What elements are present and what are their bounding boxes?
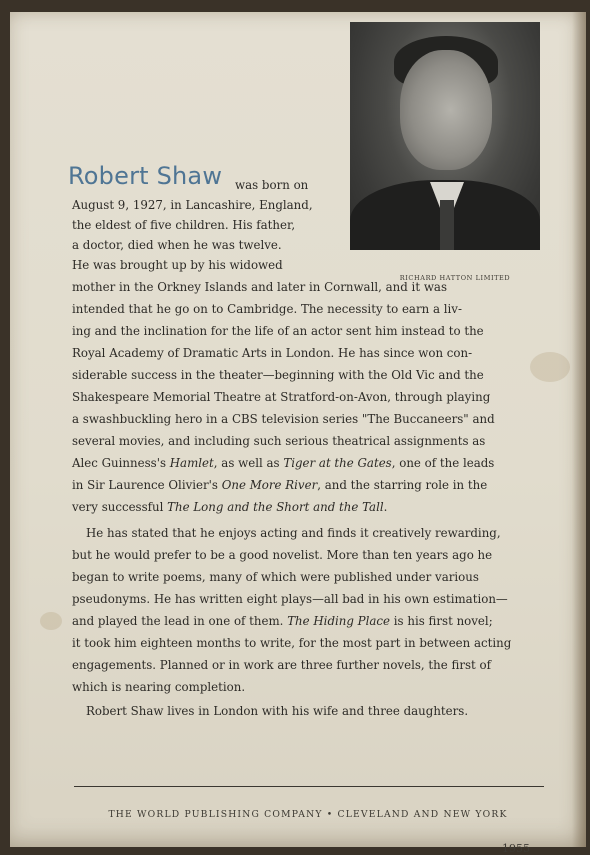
author-portrait-photo	[350, 22, 540, 250]
para2-line: engagements. Planned or in work are three further novels, the first of	[72, 658, 491, 672]
author-name-heading: Robert Shaw	[68, 162, 223, 190]
para2-line: but he would prefer to be a good novelist. More than ten years ago he	[72, 548, 493, 562]
bio-line: ing and the inclination for the life of an actor sent him instead to the	[72, 324, 484, 338]
publication-year: 1955	[502, 842, 530, 855]
stain-mark	[530, 352, 570, 382]
para3-line: Robert Shaw lives in London with his wife and three daughters.	[86, 704, 469, 718]
publisher-imprint: THE WORLD PUBLISHING COMPANY • CLEVELAND AND NEW YORK	[108, 809, 508, 820]
bio-line: mother in the Orkney Islands and later in Cornwall, and it was	[72, 280, 448, 294]
bio-line: a swashbuckling hero in a CBS television series "The Buccaneers" and	[72, 412, 495, 426]
jacket-edge-shadow	[572, 12, 586, 847]
para2-line: which is nearing completion.	[72, 680, 246, 694]
para2-line: it took him eighteen months to write, for the most part in between acting	[72, 636, 512, 650]
bio-line: very successful The Long and the Short and the Tall.	[72, 500, 388, 514]
bio-line: several movies, and including such serious theatrical assignments as	[72, 434, 486, 448]
bio-line: August 9, 1927, in Lancashire, England,	[72, 198, 313, 212]
footer-rule	[74, 786, 544, 787]
book-jacket-flap	[10, 12, 586, 855]
bio-line: was born on	[235, 178, 309, 192]
bio-line: the eldest of five children. His father,	[72, 218, 296, 232]
para2-line: He has stated that he enjoys acting and finds it creatively rewarding,	[86, 526, 501, 540]
bio-line: He was brought up by his widowed	[72, 258, 283, 272]
bio-line: a doctor, died when he was twelve.	[72, 238, 282, 252]
bio-line: Shakespeare Memorial Theatre at Stratford-on-Avon, through playing	[72, 390, 491, 404]
bio-line: Royal Academy of Dramatic Arts in London. He has since won con-	[72, 346, 473, 360]
bio-line: siderable success in the theater—beginning with the Old Vic and the	[72, 368, 484, 382]
bio-line: Alec Guinness's Hamlet, as well as Tiger at the Gates, one of the leads	[72, 456, 495, 470]
para2-line: and played the lead in one of them. The Hiding Place is his first novel;	[72, 614, 493, 628]
stain-mark	[40, 612, 62, 630]
para2-line: pseudonyms. He has written eight plays—all bad in his own estimation—	[72, 592, 508, 606]
bio-line: intended that he go on to Cambridge. The necessity to earn a liv-	[72, 302, 462, 316]
para2-line: began to write poems, many of which were published under various	[72, 570, 479, 584]
bio-line: in Sir Laurence Olivier's One More River, and the starring role in the	[72, 478, 488, 492]
portrait-face	[400, 50, 492, 170]
portrait-tie	[440, 200, 454, 250]
photo-credit: RICHARD HATTON LIMITED	[399, 274, 511, 282]
